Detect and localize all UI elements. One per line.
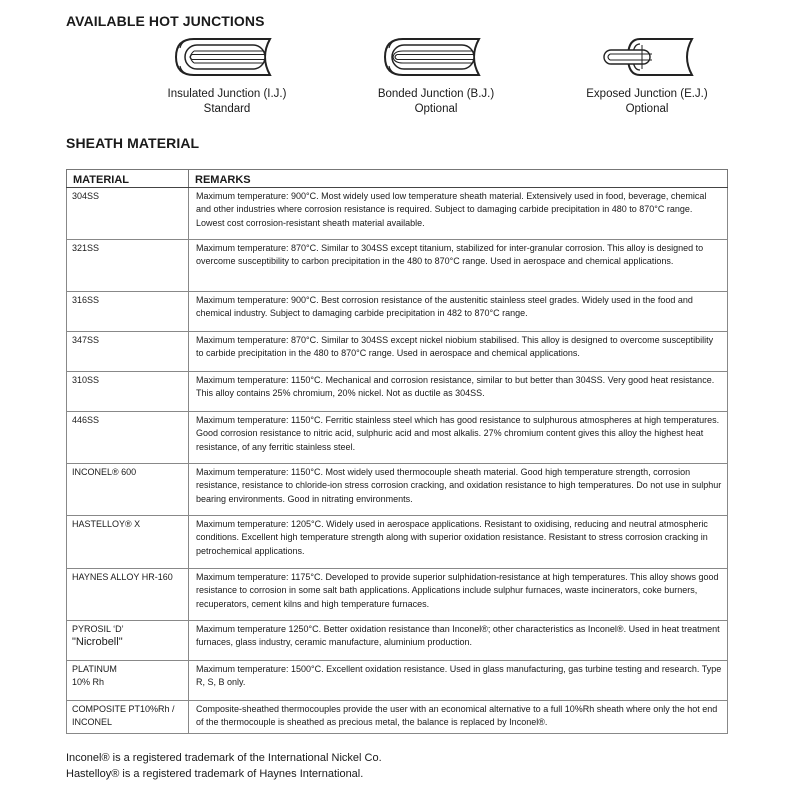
table-row	[67, 188, 728, 240]
material-cell: 316SS	[67, 292, 189, 332]
remarks-cell: Maximum temperature: 1150°C. Mechanical and corrosion resistance, similar to but better than 304SS. Very good heat resistance. This alloy contains 25% chromium, 20% nickel. Not as ductile as 304SS.	[189, 372, 728, 412]
material-cell: 347SS	[67, 332, 189, 372]
insulated-junction	[142, 37, 312, 117]
table-row	[67, 412, 728, 464]
material-cell: 310SS	[67, 372, 189, 412]
sheath-material-table	[66, 169, 728, 734]
footnote-inconel: Inconel® is a registered trademark of the International Nickel Co.	[66, 752, 382, 764]
material-cell: HAYNES ALLOY HR-160	[67, 569, 189, 621]
insulated-junction-icon	[172, 37, 282, 77]
material-subname: 10% Rh	[72, 677, 105, 688]
footnote-hastelloy: Hastelloy® is a registered trademark of Haynes International.	[66, 768, 364, 780]
material-cell: HASTELLOY® X	[67, 516, 189, 569]
table-row	[67, 464, 728, 516]
junction-name: Bonded Junction (B.J.)	[377, 88, 495, 100]
material-cell	[67, 661, 189, 701]
remarks-cell: Maximum temperature: 1150°C. Ferritic stainless steel which has good resistance to sulphurous atmospheres at high temperatures. Good corrosion resistance to nitric acid, sulphuric acid and most alkalis. 27% chromium content gives this alloy the highest heat resistance, of any ferritic stainless steel.	[189, 412, 728, 464]
remarks-cell: Maximum temperature: 900°C. Most widely used low temperature sheath material. Extensively used in food, beverage, chemical and other industries where corrosion resistance is required. Subject to damaging carbide precipitation in 480 to 870°C range. Lowest cost corrosion-resistant sheath material available.	[189, 188, 728, 240]
sheath-material-title: SHEATH MATERIAL	[66, 135, 200, 151]
table-row	[67, 372, 728, 412]
material-cell: 321SS	[67, 240, 189, 292]
material-cell: 304SS	[67, 188, 189, 240]
header-material: MATERIAL	[67, 170, 189, 188]
material-name: PLATINUM	[72, 664, 117, 674]
material-cell: COMPOSITE PT10%Rh / INCONEL	[67, 701, 189, 734]
remarks-cell: Composite-sheathed thermocouples provide the user with an economical alternative to a full 10%Rh sheath where only the hot end of the thermocouple is sheathed as precious metal, the balance is replaced by Inconel®.	[189, 701, 728, 734]
table-row	[67, 332, 728, 372]
remarks-cell: Maximum temperature: 1150°C. Most widely used thermocouple sheath material. Good high temperature strength, corrosion resistance, resistance to chloride-ion stress corrosion cracking, and oxidation resistance to high temperatures. Do not use in sulphur bearing environments. Good in nitrating environments.	[189, 464, 728, 516]
hot-junctions-title: AVAILABLE HOT JUNCTIONS	[66, 13, 265, 29]
material-cell: INCONEL® 600	[67, 464, 189, 516]
junction-type: Standard	[203, 103, 251, 115]
material-cell: 446SS	[67, 412, 189, 464]
remarks-cell: Maximum temperature: 870°C. Similar to 304SS except nickel niobium stabilised. This alloy is designed to overcome susceptibility to carbide precipitation in the 480 to 870°C range. Used in aerospace and chemical applications.	[189, 332, 728, 372]
junction-name: Insulated Junction (I.J.)	[167, 88, 287, 100]
material-subname: "Nicrobell"	[72, 636, 123, 649]
table-header-row	[67, 170, 728, 188]
table-row	[67, 516, 728, 569]
bonded-junction	[351, 37, 521, 117]
remarks-cell: Maximum temperature 1250°C. Better oxidation resistance than Inconel®; other characteristics as Inconel®. Used in heat treatment furnaces, glass industry, ceramic manufacture, aluminium production.	[189, 621, 728, 661]
junction-type: Optional	[414, 103, 458, 115]
remarks-cell: Maximum temperature: 870°C. Similar to 304SS except titanium, stabilized for inter-granular corrosion. This alloy is designed to overcome susceptibility to carbon precipitation in the 480 to 870°C range. Used in aerospace and chemical applications.	[189, 240, 728, 292]
material-cell	[67, 621, 189, 661]
table-row	[67, 621, 728, 661]
table-row	[67, 701, 728, 734]
material-name: PYROSIL ‘D’	[72, 624, 124, 634]
table-row	[67, 240, 728, 292]
exposed-junction	[562, 37, 732, 117]
remarks-cell: Maximum temperature: 1205°C. Widely used in aerospace applications. Resistant to oxidising, reducing and neutral atmospheric conditions. Excellent high temperature strength along with superior oxidation resistance. Resistant to stress corrosion cracking in petrochemical applications.	[189, 516, 728, 569]
exposed-junction-icon	[592, 37, 702, 77]
junction-name: Exposed Junction (E.J.)	[586, 88, 708, 100]
header-remarks: REMARKS	[189, 170, 728, 188]
bonded-junction-icon	[381, 37, 491, 77]
table-row	[67, 292, 728, 332]
remarks-cell: Maximum temperature: 1175°C. Developed to provide superior sulphidation-resistance at high temperatures. This alloy shows good resistance to corrosion in some salt bath applications. Applications include sulphur furnaces, waste incinerators, coke burners, recuperators, cement kilns and high temperature furnaces.	[189, 569, 728, 621]
remarks-cell: Maximum temperature: 1500°C. Excellent oxidation resistance. Used in glass manufacturing, gas turbine testing and research. Type R, S, B only.	[189, 661, 728, 701]
remarks-cell: Maximum temperature: 900°C. Best corrosion resistance of the austenitic stainless steel grades. Widely used in the food and chemical industry. Subject to damaging carbide precipitation in 482 to 870°C range.	[189, 292, 728, 332]
table-row	[67, 661, 728, 701]
junction-type: Optional	[625, 103, 669, 115]
table-row	[67, 569, 728, 621]
